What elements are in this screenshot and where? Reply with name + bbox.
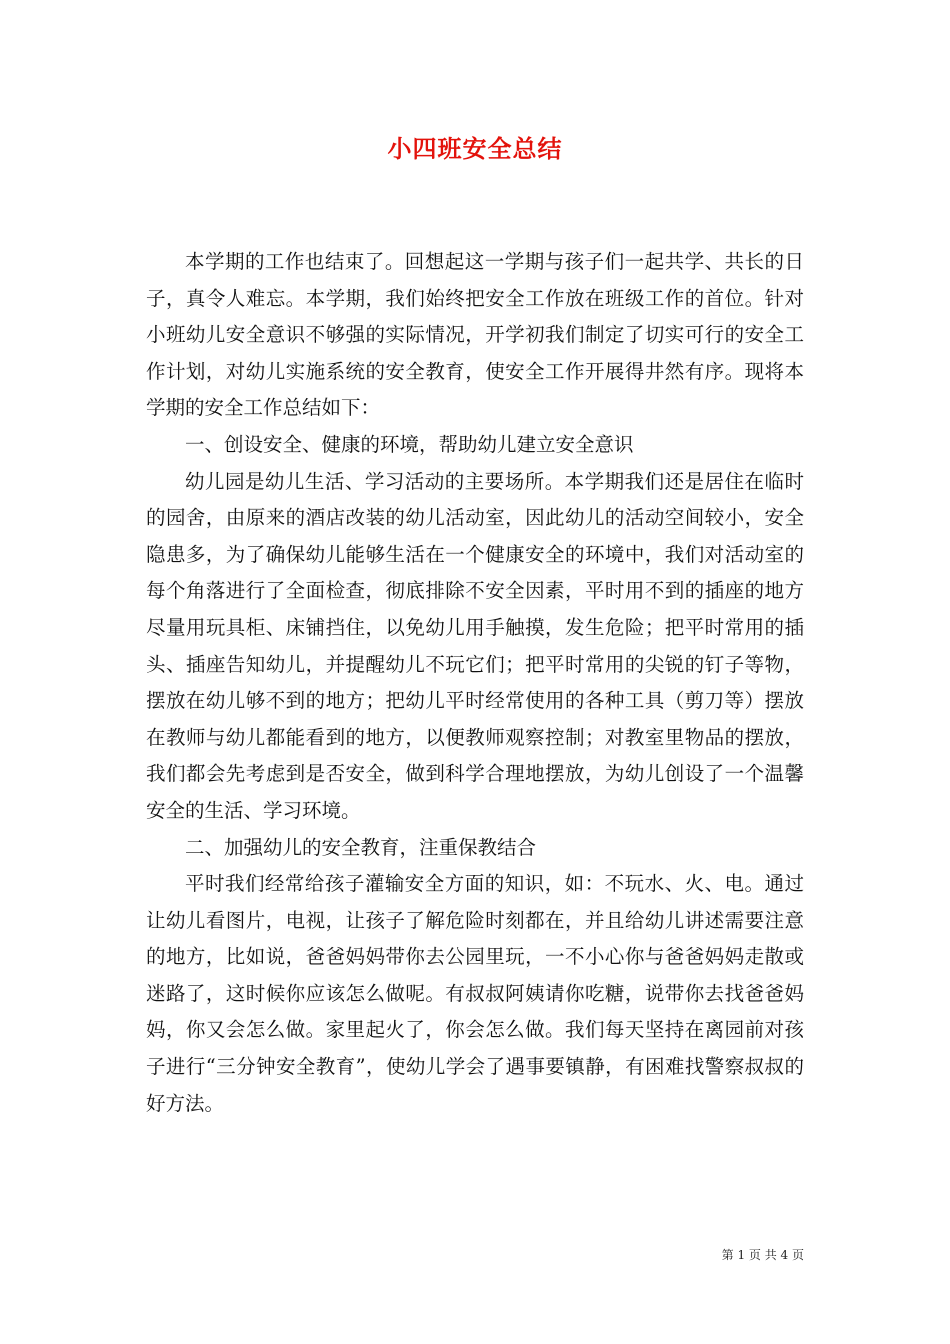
document-body [146, 244, 804, 1122]
section-heading-1: 一、创设安全、健康的环境，帮助幼儿建立安全意识 [185, 432, 634, 456]
section-heading-2: 二、加强幼儿的安全教育，注重保教结合 [185, 835, 537, 859]
document-title: 小四班安全总结 [387, 134, 563, 163]
paragraph-education: 平时我们经常给孩子灌输安全方面的知识，如：不玩水、火、电。通过让幼儿看图片，电视，让孩子了解危险时刻都在，并且给幼儿讲述需要注意的地方，比如说，爸爸妈妈带你去公园里玩，一不小心你与爸爸妈妈走散或迷路了，这时候你应该怎么做呢。有叔叔阿姨请你吃糖，说带你去找爸爸妈妈，你又会怎么做。家里起火了，你会怎么做。我们每天坚持在离园前对孩子进行“三分钟安全教育”，使幼儿学会了遇事要镇静，有困难找警察叔叔的好方法。 [146, 872, 804, 1115]
paragraph-environment: 幼儿园是幼儿生活、学习活动的主要场所。本学期我们还是居住在临时的园舍，由原来的酒店改装的幼儿活动室，因此幼儿的活动空间较小，安全隐患多，为了确保幼儿能够生活在一个健康安全的环境中，我们对活动室的每个角落进行了全面检查，彻底排除不安全因素，平时用不到的插座的地方尽量用玩具柜、床铺挡住，以免幼儿用手触摸，发生危险；把平时常用的插头、插座告知幼儿，并提醒幼儿不玩它们；把平时常用的尖锐的钉子等物，摆放在幼儿够不到的地方；把幼儿平时经常使用的各种工具（剪刀等）摆放在教师与幼儿都能看到的地方，以便教师观察控制；对教室里物品的摆放，我们都会先考虑到是否安全，做到科学合理地摆放，为幼儿创设了一个温馨安全的生活、学习环境。 [146, 469, 804, 822]
paragraph-intro: 本学期的工作也结束了。回想起这一学期与孩子们一起共学、共长的日子，真令人难忘。本学期，我们始终把安全工作放在班级工作的首位。针对小班幼儿安全意识不够强的实际情况，开学初我们制定了切实可行的安全工作计划，对幼儿实施系统的安全教育，使安全工作开展得井然有序。现将本学期的安全工作总结如下： [146, 250, 804, 420]
page-number-footer: 第 1 页 共 4 页 [721, 1248, 804, 1262]
